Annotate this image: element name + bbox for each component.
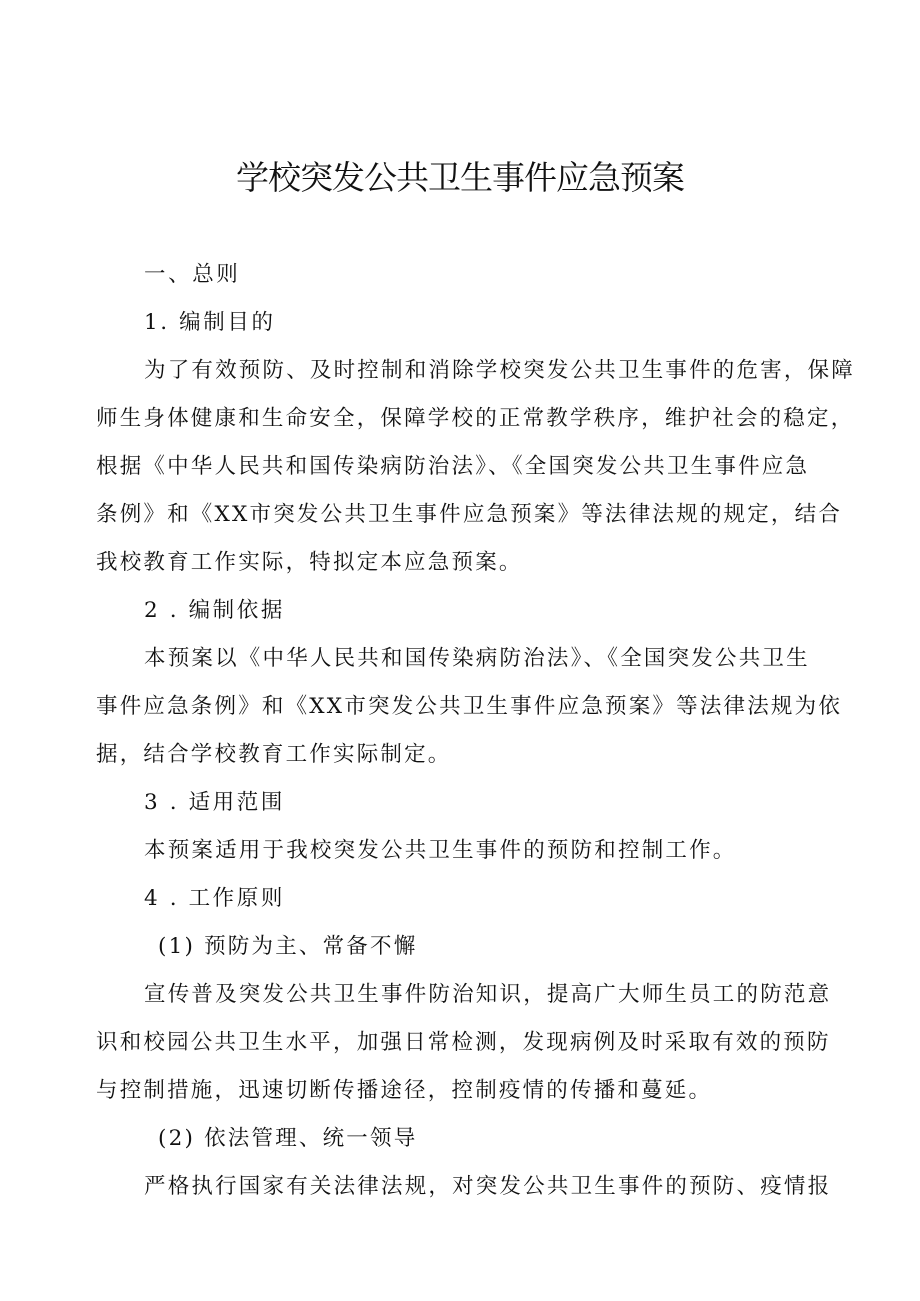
document-title: 学校突发公共卫生事件应急预案 [236,158,684,197]
paragraph-line: 事件应急条例》和《XX市突发公共卫生事件应急预案》等法律法规为依 [96,694,843,719]
paragraph-line: 严格执行国家有关法律法规，对突发公共卫生事件的预防、疫情报 [144,1174,832,1199]
paragraph-line: 本预案以《中华人民共和国传染病防治法》、《全国突发公共卫生 [144,646,810,671]
paragraph-line: 据，结合学校教育工作实际制定。 [96,742,452,767]
subheading-basis: 2 . 编制依据 [144,598,285,623]
paragraph-line: 与控制措施，迅速切断传播途径，控制疫情的传播和蔓延。 [96,1078,713,1103]
subheading-purpose: 1. 编制目的 [144,310,276,335]
subheading-principles: 4 . 工作原则 [144,886,285,911]
principle-heading-1: (1) 预防为主、常备不懈 [158,934,418,959]
paragraph-line: 我校教育工作实际，特拟定本应急预案。 [96,550,523,575]
subheading-scope: 3 . 适用范围 [144,790,285,815]
paragraph-line: 根据《中华人民共和国传染病防治法》、《全国突发公共卫生事件应急 [96,454,810,479]
paragraph-line: 宣传普及突发公共卫生事件防治知识，提高广大师生员工的防范意 [144,982,832,1007]
paragraph-line: 为了有效预防、及时控制和消除学校突发公共卫生事件的危害，保障 [144,358,856,383]
paragraph-line: 识和校园公共卫生水平，加强日常检测，发现病例及时采取有效的预防 [96,1030,831,1055]
paragraph-line: 本预案适用于我校突发公共卫生事件的预防和控制工作。 [144,838,737,863]
section-heading-general: 一、总则 [144,262,241,287]
paragraph-line: 师生身体健康和生命安全，保障学校的正常教学秩序，维护社会的稳定， [96,406,855,431]
principle-heading-2: (2) 依法管理、统一领导 [158,1126,418,1151]
paragraph-line: 条例》和《XX市突发公共卫生事件应急预案》等法律法规的规定，结合 [96,502,843,527]
